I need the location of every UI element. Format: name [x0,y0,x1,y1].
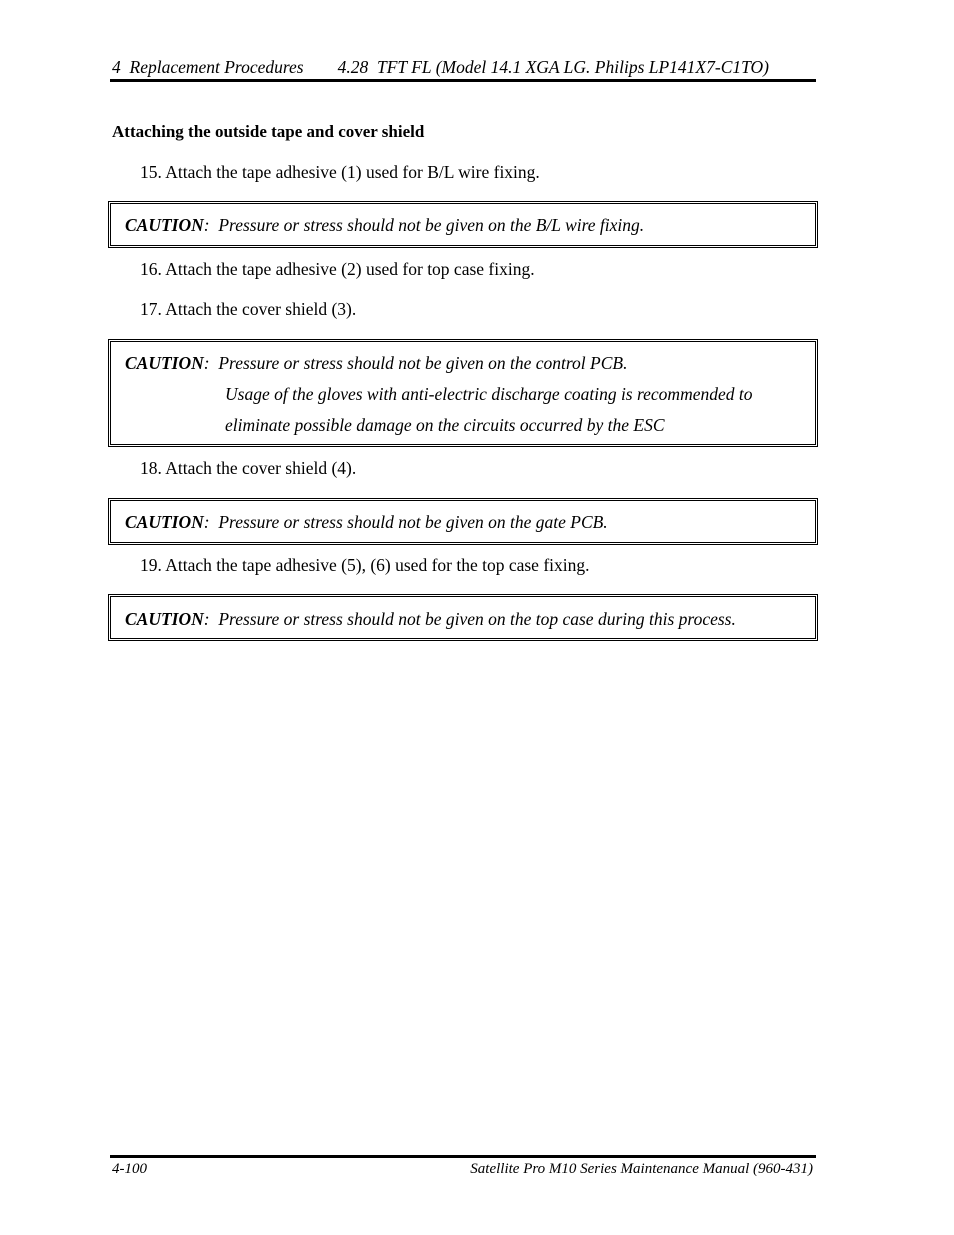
caution-line: CAUTION: Pressure or stress should not be given on the top case during this process. [125,609,736,629]
caution-label: CAUTION [125,353,204,373]
step-19: 19. Attach the tape adhesive (5), (6) used for the top case fixing. [140,555,590,575]
caution-line: CAUTION: Pressure or stress should not be given on the B/L wire fixing. [125,215,645,235]
footer-rule [110,1155,816,1158]
caution-text: eliminate possible damage on the circuits occurred by the ESC [225,415,665,435]
caution-text: Usage of the gloves with anti-electric discharge coating is recommended to [225,384,753,404]
header-section: 4.28 TFT FL (Model 14.1 XGA LG. Philips LP141X7-C1TO) [337,57,770,77]
caution-label: CAUTION [125,609,204,629]
caution-line: CAUTION: Pressure or stress should not be given on the control PCB. [125,353,628,373]
caution-box-2 [108,339,818,447]
caution-text: Pressure or stress should not be given on the B/L wire fixing. [218,215,645,235]
caution-line: CAUTION: Pressure or stress should not be given on the gate PCB. [125,512,608,532]
step-16: 16. Attach the tape adhesive (2) used for top case fixing. [140,259,535,279]
header-chapter: 4 Replacement Procedures [112,57,304,77]
header-rule [110,79,816,82]
page-number: 4-100 [112,1161,147,1177]
caution-box-1 [108,201,818,248]
section-title: Attaching the outside tape and cover shield [112,122,425,141]
manual-title: Satellite Pro M10 Series Maintenance Manual (960-431) [470,1161,813,1177]
caution-text: Pressure or stress should not be given on the top case during this process. [218,609,736,629]
caution-label: CAUTION [125,512,204,532]
step-18: 18. Attach the cover shield (4). [140,458,357,478]
step-17: 17. Attach the cover shield (3). [140,299,357,319]
caution-text: Pressure or stress should not be given on the control PCB. [218,353,628,373]
caution-box-3 [108,498,818,545]
caution-text: Pressure or stress should not be given on the gate PCB. [218,512,608,532]
step-15: 15. Attach the tape adhesive (1) used for B/L wire fixing. [140,162,540,182]
caution-box-4 [108,594,818,641]
caution-label: CAUTION [125,215,204,235]
